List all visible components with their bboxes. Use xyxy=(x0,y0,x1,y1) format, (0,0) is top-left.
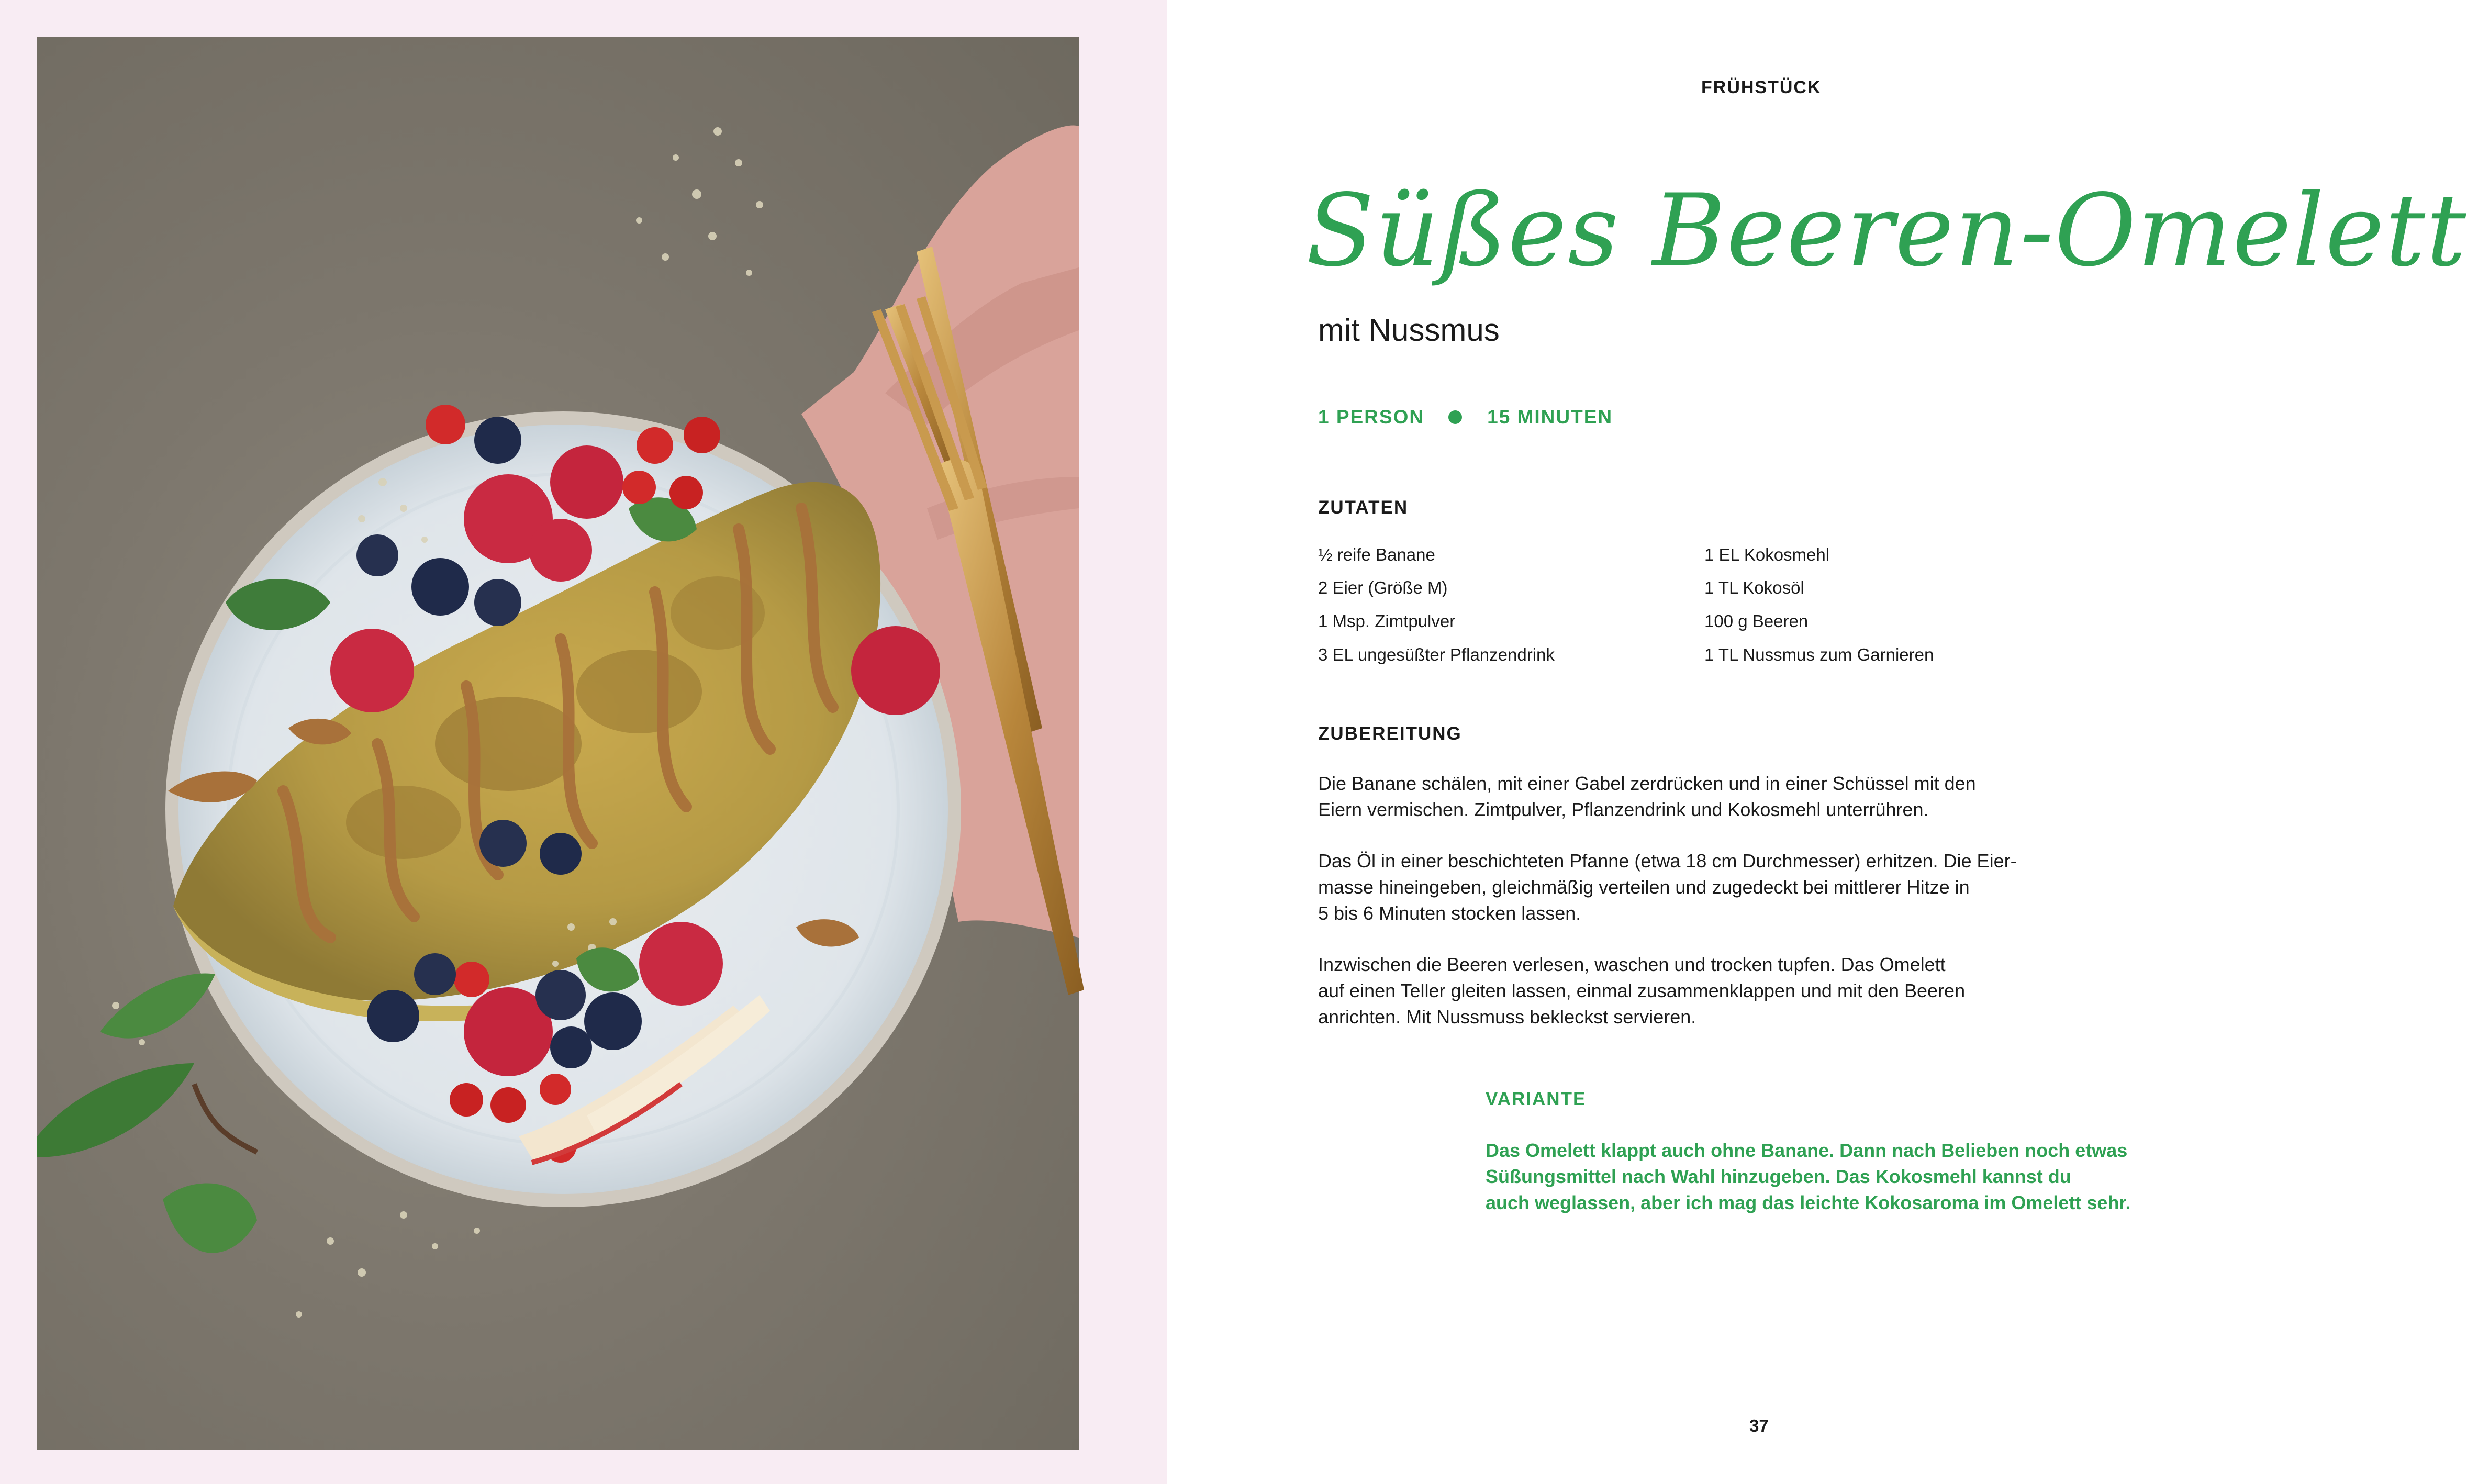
variant-text xyxy=(1486,1137,2130,1216)
ingredient-item: 1 TL Kokosöl xyxy=(1704,578,1804,597)
ingredients-heading: ZUTATEN xyxy=(1318,497,1409,518)
preparation-paragraph xyxy=(1318,771,1976,823)
preparation-heading: ZUBEREITUNG xyxy=(1318,723,1462,744)
ingredient-item: 1 EL Kokosmehl xyxy=(1704,545,1830,564)
omelett-photo-illustration xyxy=(37,37,1079,1450)
paragraph-line: Eiern vermischen. Zimtpulver, Pflanzendrink und Kokosmehl unterrühren. xyxy=(1318,799,1929,820)
preparation-paragraph xyxy=(1318,848,2017,927)
section-label: FRÜHSTÜCK xyxy=(1701,77,1822,97)
variant-line: Das Omelett klappt auch ohne Banane. Dann nach Belieben noch etwas xyxy=(1486,1140,2128,1161)
ingredient-item: 2 Eier (Größe M) xyxy=(1318,578,1448,597)
duration: 15 MINUTEN xyxy=(1487,406,1613,428)
servings: 1 PERSON xyxy=(1318,406,1425,428)
page-number: 37 xyxy=(1749,1416,1769,1435)
paragraph-line: Die Banane schälen, mit einer Gabel zerdrücken und in einer Schüssel mit den xyxy=(1318,773,1976,794)
variant-heading: VARIANTE xyxy=(1486,1089,1587,1109)
paragraph-line: Inzwischen die Beeren verlesen, waschen und trocken tupfen. Das Omelett xyxy=(1318,954,1946,975)
ingredient-item: 1 TL Nussmus zum Garnieren xyxy=(1704,645,1934,664)
ingredient-item: 1 Msp. Zimtpulver xyxy=(1318,611,1456,631)
ingredient-item: ½ reife Banane xyxy=(1318,545,1435,564)
recipe-photo xyxy=(37,37,1079,1450)
ingredient-item: 100 g Beeren xyxy=(1704,611,1809,631)
paragraph-line: auf einen Teller gleiten lassen, einmal zusammenklappen und mit den Beeren xyxy=(1318,980,1966,1001)
recipe-title: Süßes Beeren-Omelett xyxy=(1306,173,2467,288)
recipe-subtitle: mit Nussmus xyxy=(1318,313,1500,348)
recipe-meta xyxy=(1318,406,1613,428)
paragraph-line: masse hineingeben, gleichmäßig verteilen und zugedeckt bei mittlerer Hitze in xyxy=(1318,876,1970,898)
preparation-paragraph xyxy=(1318,952,1965,1030)
ingredient-item: 3 EL ungesüßter Pflanzendrink xyxy=(1318,645,1555,664)
paragraph-line: anrichten. Mit Nussmuss bekleckst servieren. xyxy=(1318,1006,1696,1028)
paragraph-line: 5 bis 6 Minuten stocken lassen. xyxy=(1318,902,1581,924)
left-page xyxy=(0,0,1167,1484)
variant-line: auch weglassen, aber ich mag das leichte Kokosaroma im Omelett sehr. xyxy=(1486,1192,2131,1213)
variant-line: Süßungsmittel nach Wahl hinzugeben. Das Kokosmehl kannst du xyxy=(1486,1166,2071,1187)
separator-dot xyxy=(1448,410,1462,424)
paragraph-line: Das Öl in einer beschichteten Pfanne (etwa 18 cm Durchmesser) erhitzen. Die Eier- xyxy=(1318,850,2017,872)
